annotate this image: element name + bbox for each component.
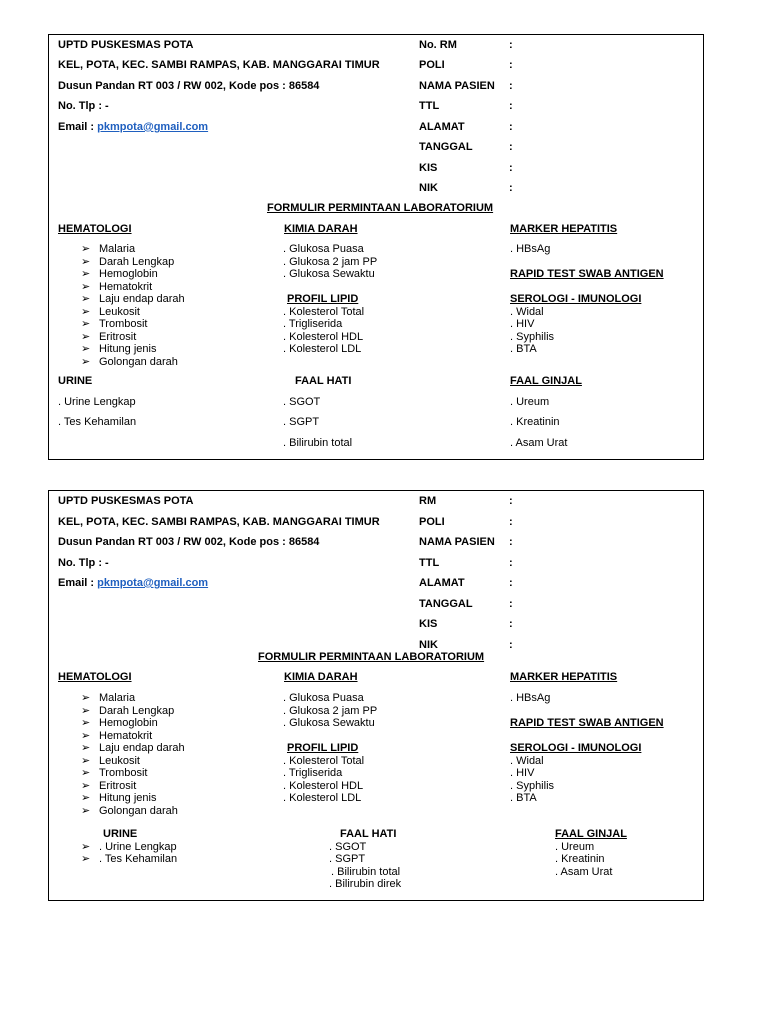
- marker-hepatitis-item[interactable]: . HBsAg: [510, 692, 551, 704]
- profil-lipid-heading: PROFIL LIPID: [287, 742, 359, 754]
- field-colon: :: [509, 121, 513, 133]
- bullet-arrow-icon: ➢: [81, 754, 91, 767]
- bullet-arrow-icon: ➢: [81, 280, 91, 293]
- faal-hati-item[interactable]: . Bilirubin total: [331, 865, 401, 878]
- profil-lipid-item[interactable]: . Kolesterol LDL: [283, 792, 362, 804]
- hematologi-item[interactable]: ➢ Laju endap darah: [81, 293, 185, 305]
- address-line-2: Dusun Pandan RT 003 / RW 002, Kode pos : 86584: [58, 536, 320, 548]
- field-colon: :: [509, 182, 513, 194]
- hematologi-item[interactable]: ➢ Golongan darah: [81, 804, 178, 817]
- email-link[interactable]: pkmpota@gmail.com: [97, 121, 209, 133]
- field-colon: :: [509, 141, 513, 153]
- address-line-2: Dusun Pandan RT 003 / RW 002, Kode pos : 86584: [58, 80, 320, 92]
- form-title: FORMULIR PERMINTAAN LABORATORIUM: [258, 651, 485, 663]
- form-title: FORMULIR PERMINTAAN LABORATORIUM: [267, 202, 494, 214]
- field-label-ttl: TTL: [419, 100, 440, 112]
- serologi-item[interactable]: . HIV: [510, 767, 535, 779]
- email-link[interactable]: pkmpota@gmail.com: [97, 577, 209, 589]
- phone-number: No. Tlp : -: [58, 557, 109, 569]
- hematologi-item[interactable]: ➢ Hematokrit: [81, 280, 153, 293]
- field-label-kis: KIS: [419, 618, 438, 630]
- bullet-arrow-icon: ➢: [81, 343, 91, 355]
- kimia-darah-item[interactable]: . Glukosa 2 jam PP: [283, 255, 378, 268]
- serologi-item[interactable]: . BTA: [510, 792, 537, 804]
- serologi-item[interactable]: . Widal: [510, 305, 544, 318]
- clinic-name: UPTD PUSKESMAS POTA: [58, 39, 194, 51]
- field-label-nik: NIK: [419, 182, 438, 194]
- faal-hati-item[interactable]: . Bilirubin total: [283, 437, 353, 449]
- faal-ginjal-item[interactable]: . Ureum: [555, 840, 595, 853]
- urine-item[interactable]: ➢ . Tes Kehamilan: [81, 853, 178, 865]
- field-label-nik: NIK: [419, 639, 438, 651]
- clinic-name: UPTD PUSKESMAS POTA: [58, 495, 194, 507]
- field-colon: :: [509, 162, 513, 174]
- hematologi-item[interactable]: ➢ Leukosit: [81, 305, 140, 318]
- faal-ginjal-item[interactable]: . Ureum: [510, 396, 550, 408]
- field-colon: :: [509, 557, 513, 569]
- hematologi-item[interactable]: ➢ Trombosit: [81, 767, 148, 779]
- urine-heading: URINE: [58, 375, 93, 387]
- faal-ginjal-item[interactable]: . Asam Urat: [510, 437, 568, 449]
- field-label-poli: POLI: [419, 59, 445, 71]
- email-label: Email :: [58, 577, 98, 589]
- lab-request-form-2: [48, 490, 704, 901]
- urine-item[interactable]: . Tes Kehamilan: [58, 416, 137, 428]
- bullet-arrow-icon: ➢: [81, 355, 91, 368]
- profil-lipid-item[interactable]: . Kolesterol HDL: [283, 779, 364, 792]
- marker-hepatitis-heading: MARKER HEPATITIS: [510, 671, 618, 683]
- faal-hati-heading: FAAL HATI: [295, 375, 352, 387]
- hematologi-item[interactable]: ➢ Hemoglobin: [81, 268, 158, 280]
- field-colon: :: [509, 618, 513, 630]
- serologi-item[interactable]: . Syphilis: [510, 330, 555, 343]
- hematologi-item[interactable]: ➢ Darah Lengkap: [81, 255, 175, 268]
- faal-hati-item[interactable]: . SGOT: [329, 840, 367, 853]
- bullet-arrow-icon: ➢: [81, 853, 91, 865]
- field-colon: :: [509, 495, 513, 507]
- rapid-test-heading[interactable]: RAPID TEST SWAB ANTIGEN: [510, 717, 664, 729]
- kimia-darah-item[interactable]: . Glukosa 2 jam PP: [283, 704, 378, 717]
- faal-ginjal-item[interactable]: . Kreatinin: [510, 416, 560, 428]
- bullet-arrow-icon: ➢: [81, 293, 91, 305]
- bullet-arrow-icon: ➢: [81, 318, 91, 330]
- faal-hati-item[interactable]: . SGPT: [283, 416, 320, 428]
- bullet-arrow-icon: ➢: [81, 792, 91, 804]
- hematologi-item[interactable]: ➢ Laju endap darah: [81, 742, 185, 754]
- hematologi-item[interactable]: ➢ Hematokrit: [81, 729, 153, 742]
- profil-lipid-item[interactable]: . Trigliserida: [283, 767, 343, 779]
- field-colon: :: [509, 577, 513, 589]
- faal-hati-item[interactable]: . Bilirubin direk: [329, 878, 402, 890]
- phone-number: No. Tlp : -: [58, 100, 109, 112]
- field-label-tanggal: TANGGAL: [419, 141, 473, 153]
- field-colon: :: [509, 598, 513, 610]
- serologi-item[interactable]: . Widal: [510, 754, 544, 767]
- faal-hati-item[interactable]: . SGOT: [283, 396, 321, 408]
- urine-item[interactable]: . Urine Lengkap: [58, 396, 136, 408]
- faal-ginjal-item[interactable]: . Asam Urat: [555, 865, 613, 878]
- urine-item[interactable]: ➢ . Urine Lengkap: [81, 840, 177, 853]
- address-line-1: KEL, POTA, KEC. SAMBI RAMPAS, KAB. MANGGARAI TIMUR: [58, 516, 380, 528]
- profil-lipid-item[interactable]: . Kolesterol Total: [283, 754, 365, 767]
- email-row: [58, 120, 208, 134]
- faal-ginjal-heading: FAAL GINJAL: [510, 375, 582, 387]
- email-label: Email :: [58, 121, 98, 133]
- address-line-1: KEL, POTA, KEC. SAMBI RAMPAS, KAB. MANGGARAI TIMUR: [58, 59, 380, 71]
- profil-lipid-item[interactable]: . Kolesterol LDL: [283, 343, 362, 355]
- kimia-darah-heading: KIMIA DARAH: [284, 671, 358, 683]
- field-label-alamat: ALAMAT: [419, 577, 465, 589]
- bullet-arrow-icon: ➢: [81, 779, 91, 792]
- faal-hati-item[interactable]: . SGPT: [329, 853, 366, 865]
- hematologi-item[interactable]: ➢ Eritrosit: [81, 330, 137, 343]
- marker-hepatitis-heading: MARKER HEPATITIS: [510, 223, 618, 235]
- hematologi-item[interactable]: ➢ Darah Lengkap: [81, 704, 175, 717]
- hematologi-item[interactable]: ➢ Malaria: [81, 692, 136, 704]
- field-label-kis: KIS: [419, 162, 438, 174]
- lab-request-form-1: [48, 34, 704, 460]
- bullet-arrow-icon: ➢: [81, 804, 91, 817]
- bullet-arrow-icon: ➢: [81, 255, 91, 268]
- bullet-arrow-icon: ➢: [81, 305, 91, 318]
- kimia-darah-item[interactable]: . Glukosa Sewaktu: [283, 717, 375, 729]
- rapid-test-heading[interactable]: RAPID TEST SWAB ANTIGEN: [510, 268, 664, 280]
- field-colon: :: [509, 39, 513, 51]
- hematologi-item[interactable]: ➢ Hemoglobin: [81, 717, 158, 729]
- field-colon: :: [509, 59, 513, 71]
- faal-ginjal-heading: FAAL GINJAL: [555, 828, 627, 840]
- hematologi-item[interactable]: ➢ Leukosit: [81, 754, 140, 767]
- hematologi-item[interactable]: ➢ Hitung jenis: [81, 343, 157, 355]
- faal-hati-heading: FAAL HATI: [340, 828, 397, 840]
- bullet-arrow-icon: ➢: [81, 840, 91, 853]
- bullet-arrow-icon: ➢: [81, 704, 91, 717]
- hematologi-item[interactable]: ➢ Hitung jenis: [81, 792, 157, 804]
- field-colon: :: [509, 536, 513, 548]
- hematologi-item[interactable]: ➢ Golongan darah: [81, 355, 178, 368]
- field-label-tanggal: TANGGAL: [419, 598, 473, 610]
- hematologi-item[interactable]: ➢ Eritrosit: [81, 779, 137, 792]
- kimia-darah-item[interactable]: . Glukosa Puasa: [283, 692, 364, 704]
- profil-lipid-item[interactable]: . Kolesterol Total: [283, 305, 365, 318]
- field-colon: :: [509, 639, 513, 651]
- hematologi-item[interactable]: ➢ Trombosit: [81, 318, 148, 330]
- field-label-rm: No. RM: [419, 39, 457, 51]
- field-colon: :: [509, 516, 513, 528]
- kimia-darah-heading: KIMIA DARAH: [284, 223, 358, 235]
- field-colon: :: [509, 100, 513, 112]
- profil-lipid-item[interactable]: . Kolesterol HDL: [283, 330, 364, 343]
- serologi-item[interactable]: . HIV: [510, 318, 535, 330]
- urine-heading: URINE: [103, 828, 138, 840]
- field-label-rm: RM: [419, 495, 437, 507]
- bullet-arrow-icon: ➢: [81, 729, 91, 742]
- faal-ginjal-item[interactable]: . Kreatinin: [555, 853, 605, 865]
- serologi-item[interactable]: . BTA: [510, 343, 537, 355]
- marker-hepatitis-item[interactable]: . HBsAg: [510, 243, 551, 255]
- profil-lipid-item[interactable]: . Trigliserida: [283, 318, 343, 330]
- profil-lipid-heading: PROFIL LIPID: [287, 293, 359, 305]
- field-label-nama-pasien: NAMA PASIEN: [419, 80, 495, 92]
- bullet-arrow-icon: ➢: [81, 268, 91, 280]
- hematologi-heading: HEMATOLOGI: [58, 671, 132, 683]
- field-label-ttl: TTL: [419, 557, 440, 569]
- bullet-arrow-icon: ➢: [81, 767, 91, 779]
- email-row: [58, 576, 208, 590]
- hematologi-item[interactable]: ➢ Malaria: [81, 243, 136, 255]
- bullet-arrow-icon: ➢: [81, 692, 91, 704]
- kimia-darah-item[interactable]: . Glukosa Puasa: [283, 243, 364, 255]
- hematologi-heading: HEMATOLOGI: [58, 223, 132, 235]
- field-label-nama-pasien: NAMA PASIEN: [419, 536, 495, 548]
- bullet-arrow-icon: ➢: [81, 742, 91, 754]
- bullet-arrow-icon: ➢: [81, 330, 91, 343]
- serologi-item[interactable]: . Syphilis: [510, 779, 555, 792]
- field-colon: :: [509, 80, 513, 92]
- bullet-arrow-icon: ➢: [81, 243, 91, 255]
- bullet-arrow-icon: ➢: [81, 717, 91, 729]
- serologi-heading: SEROLOGI - IMUNOLOGI: [510, 742, 642, 754]
- field-label-alamat: ALAMAT: [419, 121, 465, 133]
- field-label-poli: POLI: [419, 516, 445, 528]
- kimia-darah-item[interactable]: . Glukosa Sewaktu: [283, 268, 375, 280]
- serologi-heading: SEROLOGI - IMUNOLOGI: [510, 293, 642, 305]
